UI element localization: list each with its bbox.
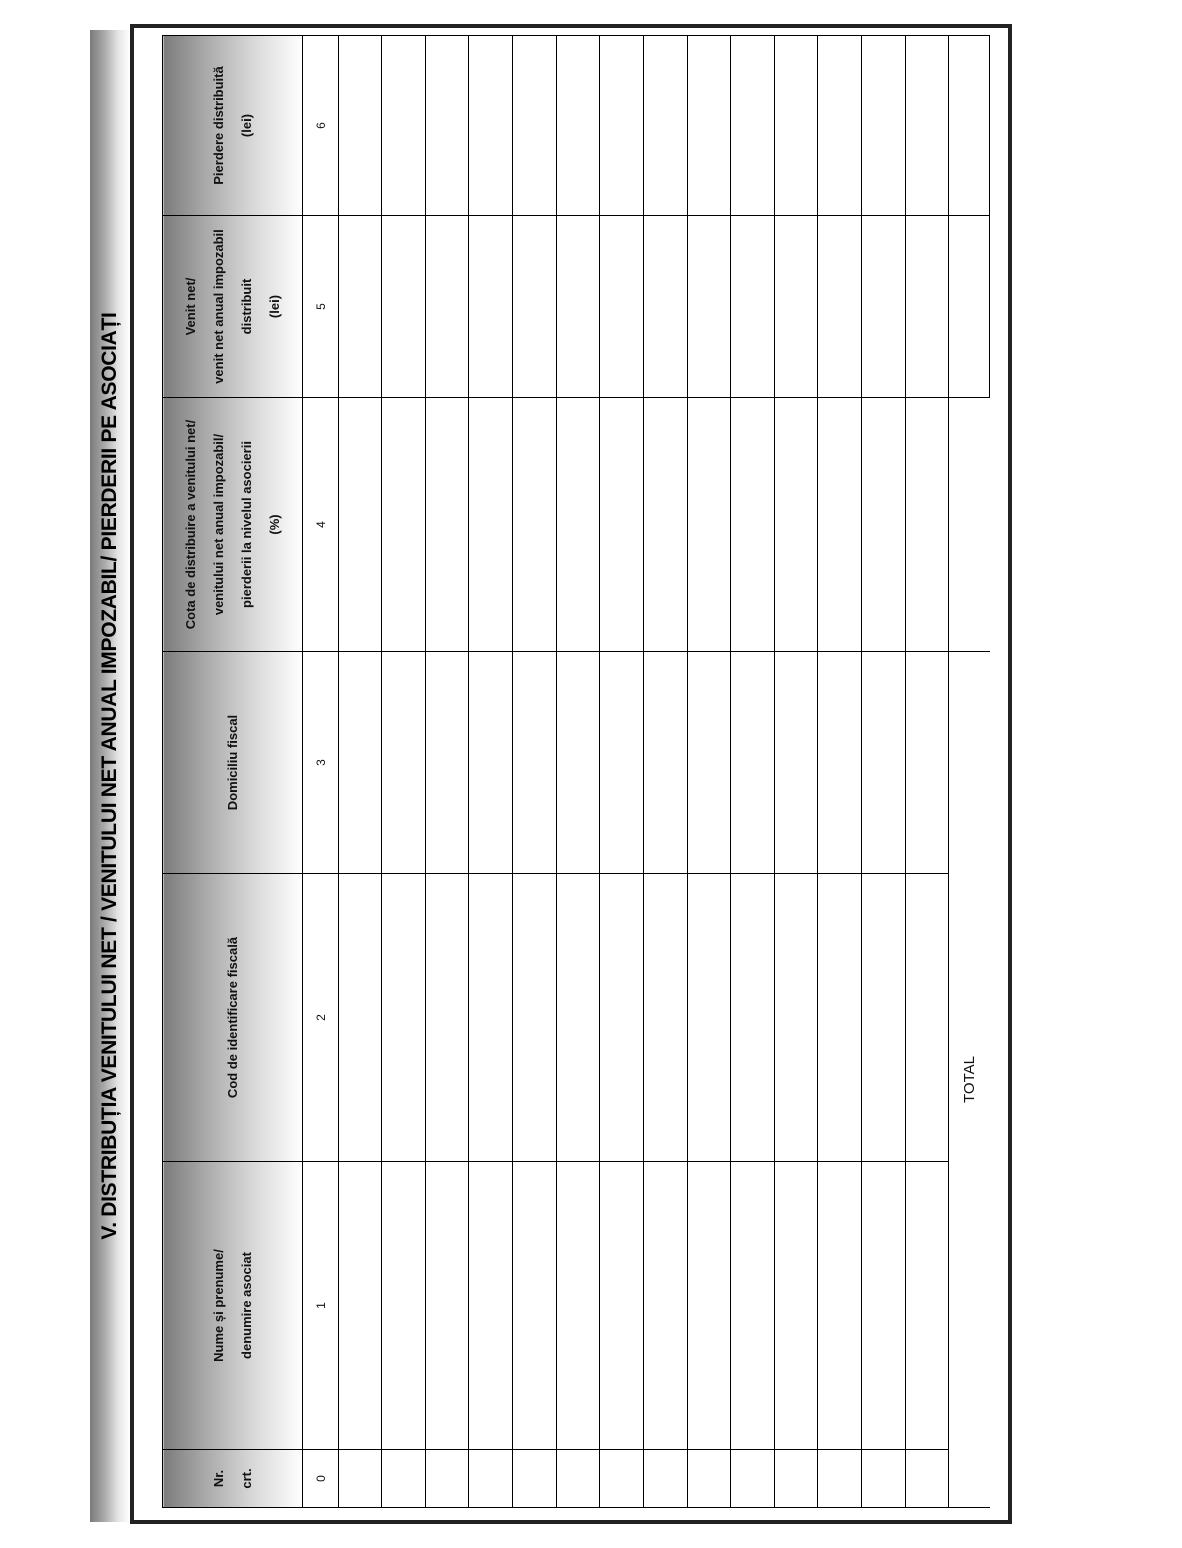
column-header-line: Nr. — [210, 1469, 226, 1488]
entry-cell[interactable] — [600, 216, 644, 398]
entry-cell[interactable] — [469, 652, 513, 874]
column-number: 3 — [303, 652, 338, 874]
table-row — [687, 36, 731, 1508]
entry-cell[interactable] — [469, 874, 513, 1162]
entry-cell[interactable] — [469, 216, 513, 398]
entry-cell[interactable] — [643, 398, 687, 652]
entry-cell[interactable] — [469, 1162, 513, 1450]
entry-cell[interactable] — [338, 398, 382, 652]
entry-cell[interactable] — [513, 874, 557, 1162]
entry-cell[interactable] — [382, 1450, 426, 1508]
entry-cell[interactable] — [731, 36, 775, 216]
column-number: 5 — [303, 216, 338, 398]
column-number: 2 — [303, 874, 338, 1162]
entry-cell[interactable] — [862, 216, 906, 398]
entry-cell[interactable] — [469, 36, 513, 216]
entry-cell[interactable] — [818, 652, 862, 874]
entry-cell[interactable] — [731, 874, 775, 1162]
entry-cell[interactable] — [643, 652, 687, 874]
column-header-line: pierderii la nivelul asocierii — [238, 441, 254, 608]
table-row — [425, 36, 469, 1508]
entry-cell[interactable] — [774, 398, 818, 652]
column-header-line: denumire asociat — [238, 1252, 254, 1359]
entry-cell[interactable] — [338, 1162, 382, 1450]
entry-cell[interactable] — [382, 874, 426, 1162]
column-header-line: Cota de distribuire a venitului net/ — [182, 419, 198, 630]
entry-cell[interactable] — [382, 398, 426, 652]
page-title: V. DISTRIBUȚIA VENITULUI NET / VENITULUI NET ANUAL IMPOZABIL/ PIERDERII PE ASOCIAȚI — [98, 312, 121, 1240]
table-row — [338, 36, 382, 1508]
table-row — [774, 36, 818, 1508]
entry-cell[interactable] — [774, 652, 818, 874]
column-header-6 — [163, 36, 303, 216]
entry-cell[interactable] — [556, 398, 600, 652]
entry-cell[interactable] — [513, 36, 557, 216]
entry-cell[interactable] — [425, 398, 469, 652]
column-header-line: Domiciliu fiscal — [224, 714, 240, 811]
entry-cell[interactable] — [818, 1162, 862, 1450]
table-row — [905, 36, 949, 1508]
column-number: 6 — [303, 36, 338, 216]
entry-cell[interactable] — [600, 398, 644, 652]
column-header-line: Venit net/ — [182, 277, 198, 336]
entry-cell[interactable] — [382, 36, 426, 216]
column-header-line: distribuit — [238, 278, 254, 335]
column-header-3 — [163, 652, 303, 874]
entry-cell[interactable] — [338, 1450, 382, 1508]
column-number: 4 — [303, 398, 338, 652]
entry-cell[interactable] — [382, 652, 426, 874]
table-row — [862, 36, 906, 1508]
entry-cell[interactable] — [687, 1450, 731, 1508]
entry-cell[interactable] — [643, 874, 687, 1162]
total-pierdere-cell[interactable] — [949, 36, 990, 216]
column-header-line: (lei) — [238, 113, 254, 138]
column-header-5 — [163, 216, 303, 398]
entry-cell[interactable] — [382, 216, 426, 398]
entry-cell[interactable] — [905, 874, 949, 1162]
entry-cell[interactable] — [600, 652, 644, 874]
header-row — [163, 36, 303, 1508]
total-venit-cell[interactable] — [949, 216, 990, 398]
table-row — [513, 36, 557, 1508]
column-header-line: Cod de identificare fiscală — [224, 936, 240, 1099]
total-label: TOTAL — [949, 652, 990, 1508]
entry-cell[interactable] — [382, 1162, 426, 1450]
table-row — [382, 36, 426, 1508]
table-row — [469, 36, 513, 1508]
entry-cell[interactable] — [905, 398, 949, 652]
entry-cell[interactable] — [731, 1162, 775, 1450]
entry-cell[interactable] — [687, 398, 731, 652]
entry-cell[interactable] — [905, 1450, 949, 1508]
column-header-line: crt. — [238, 1468, 254, 1489]
column-header-line: (%) — [266, 514, 282, 535]
entry-cell[interactable] — [731, 652, 775, 874]
entry-cell[interactable] — [556, 874, 600, 1162]
column-header-4 — [163, 398, 303, 652]
entry-cell[interactable] — [513, 1162, 557, 1450]
entry-cell[interactable] — [425, 874, 469, 1162]
entry-cell[interactable] — [425, 36, 469, 216]
entry-cell[interactable] — [513, 398, 557, 652]
entry-cell[interactable] — [643, 1162, 687, 1450]
column-number: 0 — [303, 1450, 338, 1508]
entry-cell[interactable] — [774, 36, 818, 216]
column-header-1 — [163, 1162, 303, 1450]
entry-cell[interactable] — [643, 1450, 687, 1508]
entry-cell[interactable] — [600, 1162, 644, 1450]
column-header-0 — [163, 1450, 303, 1508]
entry-cell[interactable] — [687, 874, 731, 1162]
entry-cell[interactable] — [905, 216, 949, 398]
entry-cell[interactable] — [862, 398, 906, 652]
entry-cell[interactable] — [687, 1162, 731, 1450]
entry-cell[interactable] — [425, 1162, 469, 1450]
entry-cell[interactable] — [643, 216, 687, 398]
table-row — [600, 36, 644, 1508]
entry-cell[interactable] — [862, 652, 906, 874]
entry-cell[interactable] — [774, 216, 818, 398]
total-row — [949, 36, 990, 1508]
entry-cell[interactable] — [862, 36, 906, 216]
entry-cell[interactable] — [818, 36, 862, 216]
entry-cell[interactable] — [469, 398, 513, 652]
entry-cell[interactable] — [425, 216, 469, 398]
entry-cell[interactable] — [862, 1450, 906, 1508]
entry-cell[interactable] — [338, 874, 382, 1162]
entry-cell[interactable] — [731, 1450, 775, 1508]
table-row — [818, 36, 862, 1508]
entry-cell[interactable] — [425, 652, 469, 874]
entry-cell[interactable] — [862, 1162, 906, 1450]
entry-cell[interactable] — [905, 1162, 949, 1450]
column-number: 1 — [303, 1162, 338, 1450]
table-row — [643, 36, 687, 1508]
entry-cell[interactable] — [513, 652, 557, 874]
column-header-line: Nume și prenume/ — [210, 1249, 226, 1362]
entry-cell[interactable] — [556, 216, 600, 398]
column-header-line: (lei) — [266, 294, 282, 319]
entry-cell[interactable] — [338, 216, 382, 398]
entry-cell[interactable] — [338, 36, 382, 216]
entry-cell[interactable] — [687, 36, 731, 216]
entry-cell[interactable] — [905, 36, 949, 216]
entry-cell[interactable] — [905, 652, 949, 874]
entry-cell[interactable] — [774, 1450, 818, 1508]
entry-cell[interactable] — [818, 398, 862, 652]
column-number-row — [303, 36, 338, 1508]
entry-cell[interactable] — [818, 1450, 862, 1508]
entry-cell[interactable] — [425, 1450, 469, 1508]
entry-cell[interactable] — [556, 1450, 600, 1508]
entry-cell[interactable] — [818, 216, 862, 398]
entry-cell[interactable] — [556, 1162, 600, 1450]
entry-cell[interactable] — [731, 398, 775, 652]
entry-cell[interactable] — [731, 216, 775, 398]
entry-cell[interactable] — [687, 652, 731, 874]
entry-cell[interactable] — [600, 874, 644, 1162]
entry-cell[interactable] — [513, 1450, 557, 1508]
table-row — [731, 36, 775, 1508]
entry-cell[interactable] — [513, 216, 557, 398]
entry-cell[interactable] — [556, 652, 600, 874]
entry-cell[interactable] — [774, 1162, 818, 1450]
distribution-table — [162, 35, 990, 1508]
entry-cell[interactable] — [469, 1450, 513, 1508]
entry-cell[interactable] — [600, 36, 644, 216]
distribution-table-wrapper — [162, 36, 990, 1508]
entry-cell[interactable] — [774, 874, 818, 1162]
entry-cell[interactable] — [687, 216, 731, 398]
column-header-line: venitului net anual impozabil/ — [210, 433, 226, 616]
column-header-line: venit net anual impozabil — [210, 229, 226, 384]
table-row — [556, 36, 600, 1508]
entry-cell[interactable] — [338, 652, 382, 874]
entry-cell[interactable] — [600, 1450, 644, 1508]
entry-cell[interactable] — [556, 36, 600, 216]
column-header-2 — [163, 874, 303, 1162]
entry-cell[interactable] — [818, 874, 862, 1162]
entry-cell[interactable] — [643, 36, 687, 216]
column-header-line: Pierdere distribuită — [210, 66, 226, 185]
total-empty-cell — [949, 398, 990, 652]
entry-cell[interactable] — [862, 874, 906, 1162]
